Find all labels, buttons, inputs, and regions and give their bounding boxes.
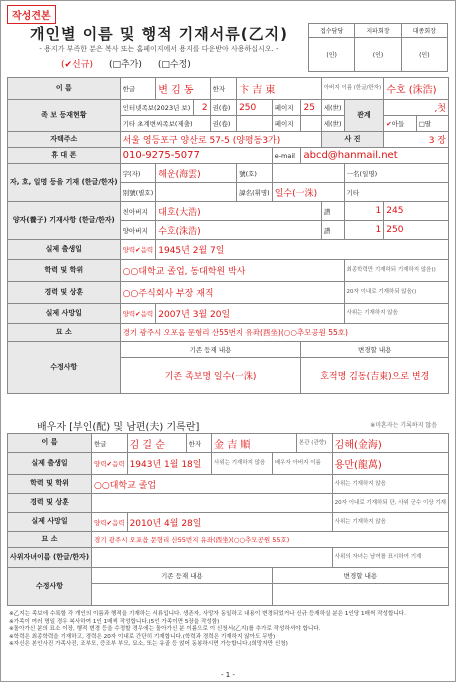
haengmyeong-value[interactable]: 일수(一洙) — [272, 183, 344, 202]
footer-notes — [9, 611, 449, 649]
name-hj-label: 한자 — [210, 78, 236, 100]
career-label: 경력 및 상훈 — [8, 282, 121, 304]
address-label: 자택주소 — [8, 132, 121, 148]
gen-unit-2: 세(世) — [321, 116, 344, 132]
spouse-father-value[interactable]: 용만(龍萬) — [332, 453, 448, 475]
adopt-vol-1[interactable]: 1 — [344, 202, 384, 221]
relation-label: 관계 — [344, 100, 384, 132]
phone-label: 휴 대 폰 — [8, 148, 121, 164]
vol-unit-2: 권(卷) — [210, 116, 236, 132]
spouse-death-label: 실제 사망일 — [8, 513, 92, 532]
bio-father-value[interactable]: 대호(大浩) — [156, 202, 321, 221]
haengmyeong-label: 諱名(휘명) — [237, 183, 273, 202]
edit-label: 수정사항 — [8, 342, 121, 394]
spouse-hj-value[interactable]: 金 吉 順 — [212, 434, 297, 453]
photo-value[interactable]: 3 장 — [384, 132, 449, 148]
phone-value[interactable]: 010-9275-5077 — [120, 148, 272, 164]
page-unit-2: 페이지 — [272, 116, 301, 132]
other-book-label: 기타 초계변씨족보(제출) — [120, 116, 210, 132]
page-unit: 페이지 — [272, 100, 301, 116]
adopt-label: 양자(養子) 기재사항 (한글/한자) — [8, 202, 121, 240]
photo-label: 사 진 — [321, 132, 384, 148]
gen-unit: 세(世) — [321, 100, 344, 116]
spouse-edu-label: 학력 및 학위 — [8, 475, 92, 494]
death-value[interactable]: 2007년 3월 20일 — [156, 304, 344, 324]
relation-daughter[interactable]: □딸 — [416, 116, 448, 132]
adopt-vol-label-2: 譜 — [321, 221, 344, 240]
ja-sublabel: 字(자) — [120, 164, 156, 183]
death-label: 실제 사망일 — [8, 304, 121, 324]
email-value[interactable]: abcd@hanmail.net — [301, 148, 449, 164]
approval-seal-1: (인) — [309, 38, 355, 72]
spouse-edit-header-old: 기존 등재 내용 — [92, 568, 273, 584]
footer-note: ※학력은 최종학력을 기재하고, 경력은 20자 이내로 간단히 기재합니다.(학력과 경력은 기재하지 않아도 무방) — [9, 633, 276, 640]
vol-unit: 권(卷) — [210, 100, 236, 116]
spouse-death-calendar[interactable]: 양력✔음력 — [92, 513, 128, 532]
person-table — [7, 77, 449, 394]
email-label: e-mail — [272, 148, 301, 164]
approval-header-2: 지파회장 — [355, 24, 401, 38]
option-new[interactable]: (✔신규) — [61, 60, 93, 70]
name-label: 이 름 — [8, 78, 121, 100]
bio-father-label: 친아버지 — [120, 202, 156, 221]
sample-stamp: 작성견본 — [7, 5, 56, 24]
option-edit[interactable]: (□수정) — [157, 60, 191, 70]
page-number: - 1 - — [221, 671, 235, 679]
adopt-page-2[interactable]: 250 — [384, 221, 449, 240]
gita-label: 기타 — [344, 183, 448, 202]
ho-label: 號(호) — [237, 164, 273, 183]
death-calendar[interactable]: 양력✔음력 — [120, 304, 156, 324]
approval-box — [308, 23, 448, 72]
spouse-career-label: 경력 및 상훈 — [8, 494, 92, 513]
option-add[interactable]: (□추가) — [108, 60, 142, 70]
father-value[interactable]: 수호 (洙浩) — [384, 78, 449, 100]
spouse-section-title: 배우자 [부인(配) 및 남편(夫) 기록란] — [37, 422, 200, 433]
adopt-father-label: 양아버지 — [120, 221, 156, 240]
footer-note: ※돌아가신 분의 묘소 이장, 행적 변경 등을 수정할 경우에는 돌아가신 분 이름으로 이 신청서(乙지)를 추가로 작성하셔야 합니다. — [9, 626, 321, 633]
approval-header-1: 접수담당 — [309, 24, 355, 38]
grave-value[interactable]: 경기 광주시 오포읍 문형리 산55번지 유좌(酉坐)(○○추모공원 55호) — [120, 324, 448, 342]
adopt-father-value[interactable]: 수호(洙浩) — [156, 221, 321, 240]
spouse-son-note: 사위의 자녀는 남여를 표시하여 기재 — [332, 548, 448, 568]
spouse-edu-note: 사위는 기재하지 않음 — [332, 475, 448, 494]
birth-value[interactable]: 1945년 2월 7일 — [156, 240, 449, 260]
edit-old-value[interactable]: 기존 족보명 일수(一洙) — [120, 358, 301, 394]
spouse-edit-old[interactable] — [92, 584, 273, 606]
career-note: 20자 이내로 기재하되 않음() — [344, 282, 448, 304]
footer-note: ※乙지는 족보에 수록할 각 개인의 이름과 행적을 기재하는 서류입니다. 생존자, 사망자 동일하고 내용이 변경되었거나 신규 등재하실 분은 1인당 1매씩 작성합니다. — [9, 611, 406, 617]
spouse-birth-note: 사위는 기재하지 않음 — [212, 453, 273, 475]
spouse-kr-value[interactable]: 김 길 순 — [127, 434, 186, 453]
form-title: 개인별 이름 및 행적 기재서류(乙지) — [30, 25, 288, 43]
career-value[interactable]: ○○주식회사 부장 재직 — [120, 282, 344, 304]
spouse-name-label: 이 름 — [8, 434, 92, 453]
spouse-edit-header-new: 변경할 내용 — [272, 568, 448, 584]
gen-value[interactable]: 25 — [301, 100, 321, 116]
adopt-vol-label-1: 譜 — [321, 202, 344, 221]
name-kr-label: 한글 — [120, 78, 156, 100]
ja-value[interactable]: 해운(海雲) — [156, 164, 237, 183]
spouse-table — [7, 433, 449, 606]
vol-value[interactable]: 2 — [193, 100, 210, 116]
ilmyeong-label: 一名(일명) — [344, 164, 448, 183]
edit-header-new: 변경할 내용 — [301, 342, 449, 358]
spouse-hj-label: 한자 — [186, 434, 211, 453]
approval-seal-3: (인) — [401, 38, 447, 72]
spouse-bon-label: 본관 (관향) — [296, 434, 332, 453]
edu-value[interactable]: ○○대학교 졸업, 동대학원 박사 — [120, 260, 344, 282]
option-row — [61, 57, 191, 70]
father-label: 아버지 이름 (한글/한자) — [321, 78, 384, 100]
spouse-death-value[interactable]: 2010년 4월 28일 — [127, 513, 332, 532]
byeolho-label: 別號(별호) — [120, 183, 156, 202]
spouse-son-label: 사위자녀이름 (한글/한자) — [8, 548, 92, 568]
spouse-death-note: 사위는 기재하지 않음 — [332, 513, 448, 532]
spouse-grave-value[interactable]: 경기 광주시 오포읍 문형리 산55번지 유좌(酉坐)(○○추모공원 55호) — [92, 532, 449, 548]
death-note: 사위는 기재하지 않음 — [344, 304, 448, 324]
edu-label: 학력 및 학위 — [8, 260, 121, 282]
spouse-edit-label: 수정사항 — [8, 568, 92, 606]
spouse-edu-value[interactable]: ○○대학교 졸업 — [92, 475, 333, 494]
page-value[interactable]: 250 — [237, 100, 273, 116]
edu-note: 최종학력만 기재하되 기재하지 않음() — [344, 260, 448, 282]
form-note: - 용지가 부족한 분은 복사 또는 홈페이지에서 용지를 다운받아 사용하십시오. - — [39, 45, 279, 53]
footer-note: ※자신은 본인사진 가족사진, 조부모, 증조부 부모, 묘소, 또는 유골 등 얹어 동봉하시면 가능합니다.(희망자만 신청) — [9, 641, 288, 648]
name-kr-value[interactable]: 변 김 동 — [156, 78, 210, 100]
spouse-grave-label: 묘 소 — [8, 532, 92, 548]
relation-son[interactable]: ✔아들 — [384, 116, 416, 132]
spouse-career-note: 20자 이내로 기재하되 단, 사위 군수 이상 기재 — [332, 494, 448, 513]
spouse-father-label: 배우자 아버지 이름 — [272, 453, 332, 475]
footer-note: ※가족이 여러 명일 경우 복사하여 1인 1매씩 작성합니다.(5인 가족이면 5장을 작성함) — [9, 618, 220, 625]
birth-label: 실제 출생일 — [8, 240, 121, 260]
book-label: 인터넷족보(2023년 보) — [120, 100, 193, 116]
spouse-section-note: ※미혼자는 기록하지 않음 — [370, 422, 437, 429]
jokbo-label: 족 보 등재현황 — [8, 100, 121, 132]
adopt-vol-2[interactable]: 1 — [344, 221, 384, 240]
spouse-kr-label: 한글 — [92, 434, 128, 453]
address-value[interactable]: 서울 영등포구 양산로 57-5 (양평동3가) — [120, 132, 321, 148]
spouse-birth-value[interactable]: 1943년 1월 18일 — [127, 453, 211, 475]
name-hj-value[interactable]: 卞 吉 東 — [237, 78, 322, 100]
approval-seal-2: (인) — [355, 38, 401, 72]
relation-value[interactable]: ,첫 — [384, 100, 449, 116]
edit-new-value[interactable]: 호적명 김동(吉東)으로 변경 — [301, 358, 449, 394]
edit-header-old: 기존 등재 내용 — [120, 342, 301, 358]
spouse-birth-calendar[interactable]: 양력✔음력 — [92, 453, 128, 475]
birth-calendar[interactable]: 양력✔음력 — [120, 240, 156, 260]
approval-header-3: 대종회장 — [401, 24, 447, 38]
ja-label: 자, 호, 일명 등을 기재 (한글/한자) — [8, 164, 121, 202]
adopt-page-1[interactable]: 245 — [384, 202, 449, 221]
spouse-bon-value[interactable]: 김해(金海) — [332, 434, 448, 453]
spouse-birth-label: 실제 출생일 — [8, 453, 92, 475]
grave-label: 묘 소 — [8, 324, 121, 342]
spouse-edit-new[interactable] — [272, 584, 448, 606]
